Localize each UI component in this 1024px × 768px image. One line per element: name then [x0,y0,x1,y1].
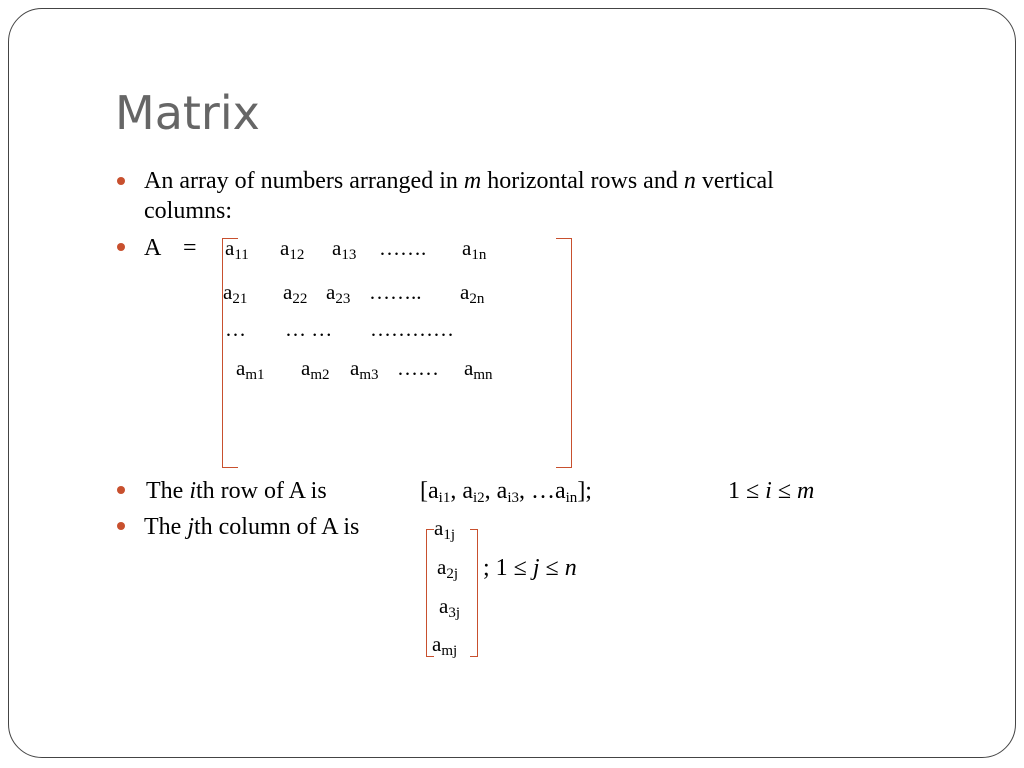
subscript: 1j [443,527,455,543]
bullet-1-line-2: columns: [144,198,232,224]
text: The [146,478,190,504]
subscript: mn [473,367,493,383]
bullet-3-label [146,476,327,506]
subscript: in [565,490,578,506]
matrix-entry: $a_{m1}$ [236,356,265,383]
subscript: m1 [245,367,265,383]
text: horizontal rows and [481,168,684,194]
var-m: m [797,478,815,504]
matrix-entry: $a_{21}$ [223,280,248,307]
subscript: 21 [232,291,248,307]
subscript: i2 [472,490,485,506]
row-condition [728,476,814,506]
var-j: j [532,555,540,581]
text: The [144,514,188,540]
column-entry: $a_{2j}$ [437,555,458,582]
bullet-dot [117,522,125,530]
subscript: i1 [438,490,451,506]
subscript: 2j [446,566,458,582]
column-right-bracket [470,529,478,657]
matrix-left-bracket [222,238,238,468]
ellipsis: ……. [379,236,427,260]
text: , a [450,478,473,504]
ellipsis: … … [285,317,333,341]
text: th row of A is [195,478,327,504]
matrix-entry: $a_{13}$ [332,236,357,263]
column-entry: $a_{mj}$ [432,632,458,659]
matrix-entry: $a_{12}$ [280,236,305,263]
ellipsis: …….. [369,280,422,304]
text: , a [484,478,508,504]
subscript: mj [441,643,458,659]
column-entry: $a_{1j}$ [434,516,455,543]
matrix-entry: $a_{22}$ [283,280,308,307]
subscript: m3 [359,367,379,383]
matrix-entry: $a_{1n}$ [462,236,487,263]
text: th column of A is [193,514,360,540]
matrix-entry: $a_{23}$ [326,280,351,307]
subscript: m2 [310,367,330,383]
matrix-right-bracket [556,238,572,468]
text: vertical [695,168,774,194]
bullet-4-label [144,512,359,542]
text: ; 1 ≤ [483,555,533,581]
slide-title: Matrix [115,86,260,140]
subscript: 12 [289,247,305,263]
matrix-entry: $a_{m3}$ [350,356,379,383]
var-j: j [187,514,194,540]
subscript: 2n [469,291,485,307]
text: ≤ [771,478,798,504]
matrix-lhs: A [144,235,162,261]
row-expression [420,476,592,506]
bullet-dot [117,177,125,185]
matrix-entry: $a_{2n}$ [460,280,485,307]
bullet-dot [117,243,125,251]
bullet-dot [117,486,125,494]
subscript: 13 [341,247,357,263]
subscript: 11 [234,247,249,263]
text: An array of numbers arranged in [144,168,464,194]
text: [a [420,478,439,504]
text: ≤ [539,555,565,581]
text: ]; [577,478,592,504]
subscript: 23 [335,291,351,307]
column-entry: $a_{3j}$ [439,594,460,621]
matrix-entry: $a_{11}$ [225,236,249,263]
var-m: m [463,168,482,194]
subscript: 3j [448,605,460,621]
var-n: n [564,555,577,581]
ellipsis: …… [397,356,439,380]
bullet-1-line-1 [144,166,774,196]
text: 1 ≤ [728,478,766,504]
var-n: n [683,168,696,194]
ellipsis: … [225,317,246,341]
subscript: 1n [471,247,487,263]
var-i: i [189,478,196,504]
var-i: i [765,478,772,504]
subscript: i3 [507,490,519,506]
matrix-entry: $a_{mn}$ [464,356,493,383]
equals-sign: = [183,235,197,261]
matrix-entry: $a_{m2}$ [301,356,330,383]
column-condition [483,553,577,583]
subscript: 22 [292,291,308,307]
text: , …a [518,478,566,504]
ellipsis: ………… [370,317,454,341]
